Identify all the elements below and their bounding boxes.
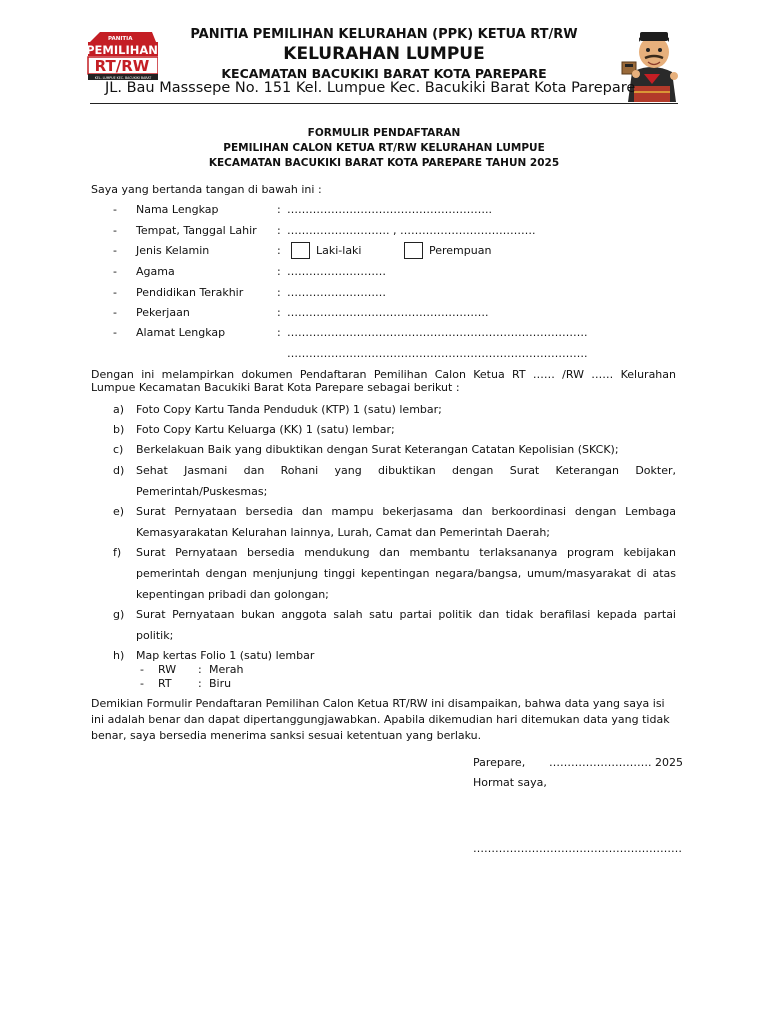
intro-text: Saya yang bertanda tangan di bawah ini :: [91, 183, 322, 196]
field-colon: :: [277, 203, 281, 216]
field-value-address[interactable]: ……………………………………………………………………….: [287, 326, 588, 339]
req-text-g-1: Surat Pernyataan bukan anggota salah satu partai politik dan tidak berafilasi kepada partai: [136, 608, 676, 621]
req-text-h: Map kertas Folio 1 (satu) lembar: [136, 649, 315, 662]
req-letter-h: h): [113, 649, 125, 662]
req-letter-a: a): [113, 403, 125, 416]
field-label-occupation: Pekerjaan: [136, 306, 190, 319]
req-letter-c: c): [113, 443, 124, 456]
field-colon: :: [277, 326, 281, 339]
field-colon: :: [277, 244, 281, 257]
field-value-religion[interactable]: ………………………: [287, 265, 386, 278]
field-value-address-line2[interactable]: ……………………………………………………………………….: [287, 347, 588, 360]
req-text-e-2: Kemasyarakatan Kelurahan lainnya, Lurah, Camat dan Pemerintah Daerah;: [136, 526, 551, 539]
header-committee: PANITIA PEMILIHAN KELURAHAN (PPK) KETUA RT/RW: [190, 27, 578, 42]
attachment-paragraph-line1: Dengan ini melampirkan dokumen Pendaftaran Pemilihan Calon Ketua RT …… /RW …… Kelurahan: [91, 368, 676, 381]
req-letter-e: e): [113, 505, 125, 518]
field-label-address: Alamat Lengkap: [136, 326, 226, 339]
req-text-d-1: Sehat Jasmani dan Rohani yang dibuktikan dengan Surat Keterangan Dokter,: [136, 464, 676, 477]
req-text-d-2: Pemerintah/Puskesmas;: [136, 485, 268, 498]
map-label-rt: RT: [158, 677, 172, 690]
field-label-birth: Tempat, Tanggal Lahir: [136, 224, 257, 237]
female-checkbox[interactable]: [404, 242, 423, 259]
req-text-c: Berkelakuan Baik yang dibuktikan dengan Surat Keterangan Catatan Kepolisian (SKCK);: [136, 443, 619, 456]
header-divider: [90, 103, 678, 104]
field-value-birth[interactable]: ………………………. , ……………………………….: [287, 224, 536, 237]
field-value-occupation[interactable]: ……………………………………………….: [287, 306, 489, 319]
map-value-rw: Merah: [209, 663, 244, 676]
field-dash: -: [113, 306, 117, 319]
req-letter-f: f): [113, 546, 122, 559]
field-colon: :: [277, 306, 281, 319]
map-colon-rt: :: [198, 677, 202, 690]
req-letter-b: b): [113, 423, 125, 436]
header-address: JL. Bau Masssepe No. 151 Kel. Lumpue Kec. Bacukiki Barat Kota Parepare: [105, 80, 636, 96]
logo-big-text: PEMILIHAN: [86, 43, 158, 57]
header-kelurahan: KELURAHAN LUMPUE: [283, 44, 485, 64]
male-label: Laki-laki: [316, 244, 362, 257]
male-checkbox[interactable]: [291, 242, 310, 259]
req-text-f-1: Surat Pernyataan bersedia mendukung dan membantu terlaksananya program kebijakan: [136, 546, 676, 559]
logo-small-text: PANITIA: [108, 36, 133, 42]
map-dash-rw: -: [140, 663, 144, 676]
map-label-rw: RW: [158, 663, 177, 676]
signature-date[interactable]: ………………………. 2025: [549, 756, 683, 769]
req-text-a: Foto Copy Kartu Tanda Penduduk (KTP) 1 (satu) lembar;: [136, 403, 442, 416]
logo-rtrw-text: RT/RW: [94, 57, 150, 75]
field-dash: -: [113, 203, 117, 216]
female-label: Perempuan: [429, 244, 492, 257]
req-letter-d: d): [113, 464, 125, 477]
field-colon: :: [277, 224, 281, 237]
field-colon: :: [277, 265, 281, 278]
req-text-f-2: pemerintah dengan menjunjung tinggi kepentingan negara/bangsa, umum/masyarakat di atas: [136, 567, 676, 580]
field-dash: -: [113, 265, 117, 278]
attachment-paragraph-line2: Lumpue Kecamatan Bacukiki Barat Kota Parepare sebagai berikut :: [91, 381, 460, 394]
field-label-religion: Agama: [136, 265, 175, 278]
signature-greeting: Hormat saya,: [473, 776, 547, 789]
field-dash: -: [113, 224, 117, 237]
field-label-education: Pendidikan Terakhir: [136, 286, 244, 299]
field-dash: -: [113, 244, 117, 257]
map-colon-rw: :: [198, 663, 202, 676]
field-dash: -: [113, 286, 117, 299]
field-value-name[interactable]: ………………………………………………..: [287, 203, 492, 216]
req-letter-g: g): [113, 608, 125, 621]
closing-line-1: Demikian Formulir Pendaftaran Pemilihan Calon Ketua RT/RW ini disampaikan, bahwa data yang saya isi: [91, 697, 665, 710]
signature-line[interactable]: …………………………………………………: [473, 842, 682, 855]
field-dash: -: [113, 326, 117, 339]
map-dash-rt: -: [140, 677, 144, 690]
req-text-f-3: kepentingan pribadi dan golongan;: [136, 588, 329, 601]
field-label-gender: Jenis Kelamin: [136, 244, 210, 257]
header-kecamatan: KECAMATAN BACUKIKI BARAT KOTA PAREPARE: [221, 66, 547, 81]
req-text-g-2: politik;: [136, 629, 174, 642]
signature-place: Parepare,: [473, 756, 526, 769]
form-title: FORMULIR PENDAFTARAN: [307, 127, 461, 139]
logo-tiny-text: KEL. LUMPUE KEC. BACUKIKI BARAT: [94, 76, 152, 80]
closing-line-3: benar, saya bersedia menerima sanksi sesuai ketentuan yang berlaku.: [91, 729, 482, 742]
req-text-e-1: Surat Pernyataan bersedia dan mampu bekerjasama dan berkoordinasi dengan Lembaga: [136, 505, 676, 518]
field-label-name: Nama Lengkap: [136, 203, 219, 216]
form-subtitle-2: KECAMATAN BACUKIKI BARAT KOTA PAREPARE TAHUN 2025: [208, 157, 560, 169]
map-value-rt: Biru: [209, 677, 232, 690]
req-text-b: Foto Copy Kartu Keluarga (KK) 1 (satu) lembar;: [136, 423, 395, 436]
field-value-education[interactable]: ………………………: [287, 286, 386, 299]
field-colon: :: [277, 286, 281, 299]
closing-line-2: ini adalah benar dan dapat dipertanggungjawabkan. Apabila dikemudian hari ditemukan data yang tidak: [91, 713, 670, 726]
form-subtitle: PEMILIHAN CALON KETUA RT/RW KELURAHAN LUMPUE: [223, 142, 545, 154]
